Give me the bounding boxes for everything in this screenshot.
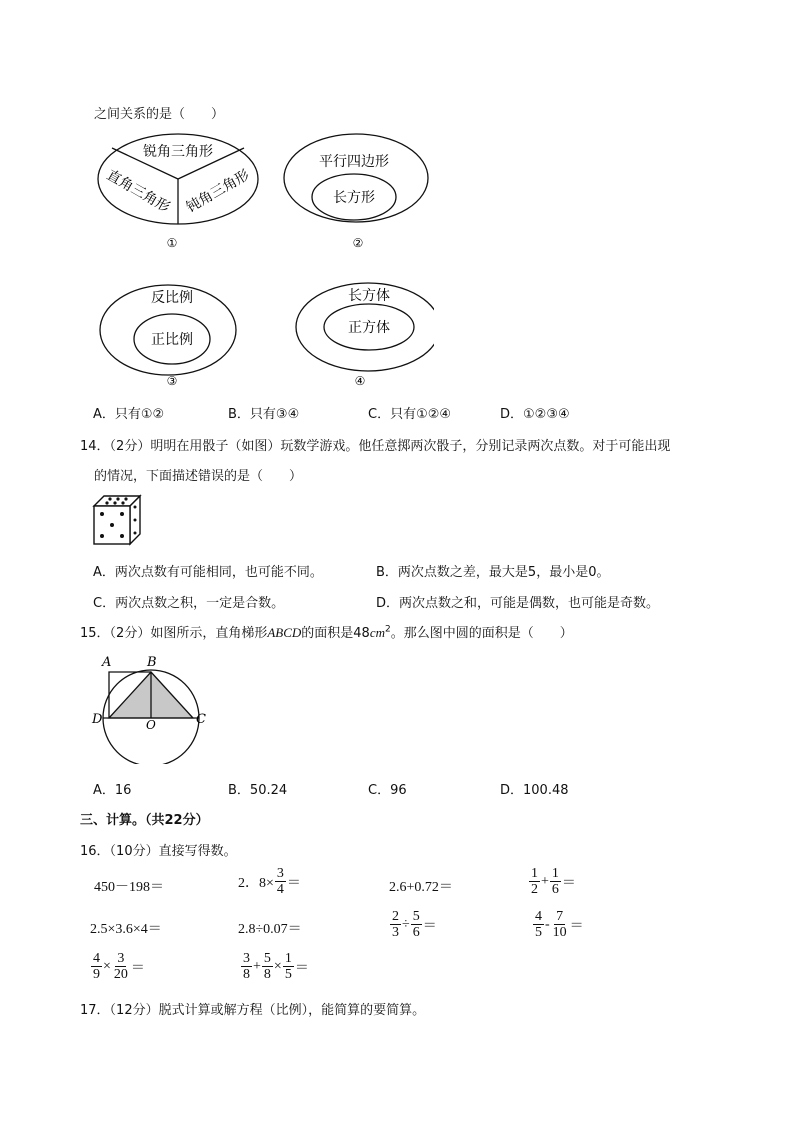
diagram3-inner-label: 正比例 bbox=[151, 332, 193, 348]
q16-expr-9: $\frac{4}{9}$ × $\frac{3}{20}$ ＝ bbox=[93, 951, 145, 982]
q15-trapezoid-circle-figure bbox=[90, 652, 215, 764]
q16-title: 16．（10分）直接写得数。 bbox=[80, 844, 237, 859]
q13-option-a[interactable]: A．只有①② bbox=[93, 407, 165, 422]
q16-expr-6: 2.8÷0.07＝ bbox=[238, 922, 302, 937]
q13-venn-diagrams bbox=[92, 132, 434, 392]
q16-expr-5: 2.5×3.6×4＝ bbox=[90, 922, 162, 937]
section-3-title: 三、计算。（共22分） bbox=[80, 813, 209, 828]
diagram1-top-label: 锐角三角形 bbox=[143, 144, 213, 160]
q14-option-d[interactable]: D．两次点数之和，可能是偶数，也可能是奇数。 bbox=[376, 596, 660, 611]
q13-stem-tail: 之间关系的是（ ） bbox=[94, 107, 225, 122]
diagram1-left-label: 直角三角形 bbox=[103, 167, 173, 216]
q13-option-d[interactable]: D．①②③④ bbox=[500, 407, 570, 422]
q14-option-c[interactable]: C．两次点数之积，一定是合数。 bbox=[93, 596, 285, 611]
q14-stem-line1: 14．（2分）明明在用骰子（如图）玩数学游戏。他任意掷两次骰子，分别记录两次点数。对于可能出现 bbox=[80, 439, 671, 454]
diagram3-outer-label: 反比例 bbox=[151, 290, 193, 306]
q14-stem-line2: 的情况，下面描述错误的是（ ） bbox=[94, 469, 303, 484]
diagram1-right-label: 钝角三角形 bbox=[183, 167, 253, 216]
q16-expr-1: 450－198＝ bbox=[94, 880, 164, 895]
diagram-1 bbox=[98, 134, 258, 250]
diagram2-outer-label: 平行四边形 bbox=[319, 154, 389, 170]
label-o: O bbox=[146, 718, 156, 732]
diagram2-inner-label: 长方形 bbox=[333, 190, 375, 206]
q14-option-b[interactable]: B．两次点数之差，最大是5，最小是0。 bbox=[376, 565, 610, 580]
q16-expr-3: 2.6+0.72＝ bbox=[389, 880, 453, 895]
diagram-4 bbox=[296, 283, 434, 388]
q15-option-d[interactable]: D．100.48 bbox=[500, 783, 569, 798]
diagram-3 bbox=[100, 285, 236, 388]
diagram3-number: ③ bbox=[166, 374, 178, 388]
diagram1-number: ① bbox=[166, 236, 178, 250]
q16-expr-7: $\frac{2}{3}$ ÷ $\frac{5}{6}$ ＝ bbox=[392, 909, 437, 940]
dice-icon bbox=[92, 494, 144, 546]
q17-title: 17．（12分）脱式计算或解方程（比例），能简算的要简算。 bbox=[80, 1003, 426, 1018]
diagram4-inner-label: 正方体 bbox=[348, 320, 390, 336]
q14-option-a[interactable]: A．两次点数有可能相同，也可能不同。 bbox=[93, 565, 323, 580]
q16-expr-8: $\frac{4}{5}$ - $\frac{7}{10}$ ＝ bbox=[535, 909, 584, 940]
label-a: A bbox=[102, 655, 112, 670]
q16-expr-2: 2．8× $\frac{3}{4}$ ＝ bbox=[238, 866, 301, 897]
q15-option-b[interactable]: B．50.24 bbox=[228, 783, 288, 798]
label-d: D bbox=[92, 712, 103, 727]
label-c: C bbox=[196, 712, 206, 727]
q15-stem: 15．（2分）如图所示，直角梯形ABCD的面积是$48cm^2$。那么图中圆的面积是（ ） bbox=[80, 624, 573, 641]
q15-option-a[interactable]: A．16 bbox=[93, 783, 132, 798]
diagram2-number: ② bbox=[352, 236, 364, 250]
q16-expr-4: $\frac{1}{2}$ + $\frac{1}{6}$ ＝ bbox=[531, 866, 576, 897]
q13-option-c[interactable]: C．只有①②④ bbox=[368, 407, 452, 422]
label-b: B bbox=[147, 655, 157, 670]
q13-option-b[interactable]: B．只有③④ bbox=[228, 407, 300, 422]
diagram4-outer-label: 长方体 bbox=[348, 288, 390, 304]
q16-expr-10: $\frac{3}{8}$ + $\frac{5}{8}$ × $\frac{1}{5}$ ＝ bbox=[243, 951, 309, 982]
diagram-2 bbox=[284, 134, 428, 250]
q15-option-c[interactable]: C．96 bbox=[368, 783, 407, 798]
diagram4-number: ④ bbox=[354, 374, 366, 388]
